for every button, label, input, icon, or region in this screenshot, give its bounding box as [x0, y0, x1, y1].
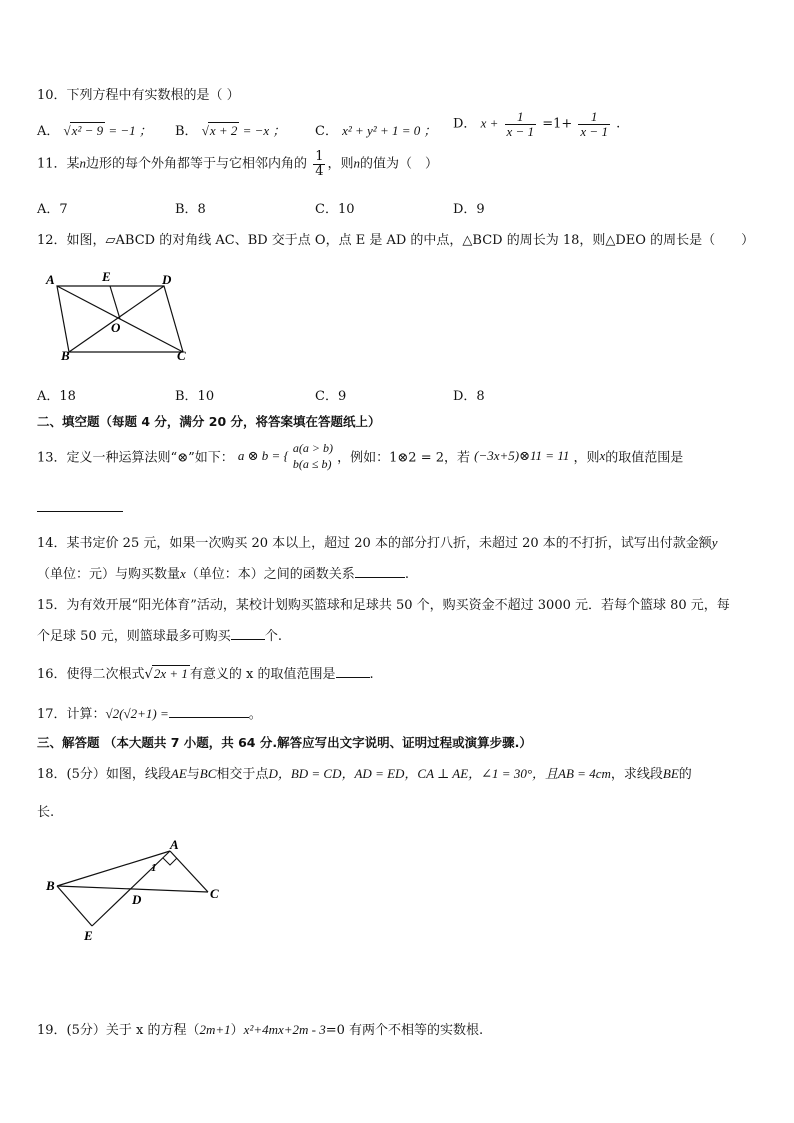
label-a: A: [170, 837, 179, 852]
label-e: E: [102, 269, 111, 284]
q11-option-c: C．10: [315, 202, 355, 217]
option-b: B． √x + 2 = −x ；: [175, 123, 286, 139]
option-c: C． x² + y² + 1 = 0 ；: [315, 123, 437, 139]
question-11-stem: 11．某n边形的每个外角都等于与它相邻内角的 $\frac{1}{4}$ ，则n的值为（ ）: [37, 149, 439, 179]
q12-option-b: B．10: [175, 389, 215, 404]
q12-option-c: C．9: [315, 389, 347, 404]
question-10-stem: 10．下列方程中有实数根的是（ ）: [37, 88, 240, 103]
label-d: D: [132, 892, 142, 907]
question-13: 13．定义一种运算法则“⊗”如下： a ⊗ b = { a(a > b) b(a ≤ b) ，例如：1⊗2 = 2，若 (−3x+5)⊗11 = 11 ，则x的取值范围是: [37, 441, 684, 472]
q15-answer-blank[interactable]: [231, 627, 265, 640]
question-14-line2: （单位：元）与购买数量x（单位：本）之间的函数关系 .: [37, 566, 409, 582]
q14-answer-blank[interactable]: [355, 565, 405, 578]
question-17: 17．计算：√2(√2+1) = 。: [37, 706, 262, 722]
q12-option-a: A．18: [37, 389, 76, 404]
section-3-heading: 三、解答题 （本大题共 7 小题，共 64 分.解答应写出文字说明、证明过程或演算步骤.）: [37, 735, 532, 750]
q11-option-d: D．9: [453, 202, 485, 217]
question-15-line2: 个足球 50 元，则篮球最多可购买 个.: [37, 629, 282, 644]
q16-answer-blank[interactable]: [336, 665, 370, 678]
option-d: D． x + $\frac{1}{x - 1}$ =1+ $\frac{1}{x - 1}$ .: [453, 109, 621, 139]
option-a-label: A．: [37, 124, 60, 139]
question-16: 16．使得二次根式√2x + 1 有意义的 x 的取值范围是 .: [37, 666, 374, 682]
question-15-line1: 15．为有效开展“阳光体育”活动，某校计划购买篮球和足球共 50 个，购买资金不超过 3000 元．若每个篮球 80 元，每: [37, 598, 730, 613]
question-10-options: [37, 120, 152, 139]
q11-option-b: B．8: [175, 202, 206, 217]
label-b: B: [46, 878, 55, 893]
q11-option-a: A．7: [37, 202, 68, 217]
option-a-expr: √x² − 9 = −1 ；: [63, 123, 152, 138]
question-14-line1: 14．某书定价 25 元，如果一次购买 20 本以上，超过 20 本的部分打八折，未超过 20 本的不打折，试写出付款金额y: [37, 535, 718, 551]
label-o: O: [111, 320, 121, 335]
parallelogram-figure: [40, 268, 200, 364]
question-19: 19．(5分）关于 x 的方程（2m+1）x²+4mx+2m - 3=0 有两个不相等的实数根.: [37, 1022, 484, 1038]
label-d: D: [162, 272, 172, 287]
label-angle-1: 1: [151, 862, 157, 874]
label-a: A: [46, 272, 55, 287]
q17-answer-blank[interactable]: [169, 705, 249, 718]
label-b: B: [61, 348, 70, 363]
question-18-line1: 18．(5分）如图，线段AE与BC相交于点D，BD = CD，AD = ED，CA ⊥ AE，∠1 = 30°，且AB = 4cm，求线段BE的: [37, 766, 692, 782]
triangle-figure: [40, 836, 240, 946]
label-c: C: [177, 348, 186, 363]
label-e: E: [84, 928, 93, 943]
q12-option-d: D．8: [453, 389, 485, 404]
question-18-line2: 长.: [37, 805, 55, 820]
q13-answer-blank[interactable]: [37, 511, 123, 512]
label-c: C: [210, 886, 219, 901]
section-2-heading: 二、填空题（每题 4 分，满分 20 分，将答案填在答题纸上）: [37, 414, 381, 429]
question-12-stem: 12．如图，▱ABCD 的对角线 AC、BD 交于点 O，点 E 是 AD 的中点，△BCD 的周长为 18，则△DEO 的周长是（ ）: [37, 233, 755, 248]
